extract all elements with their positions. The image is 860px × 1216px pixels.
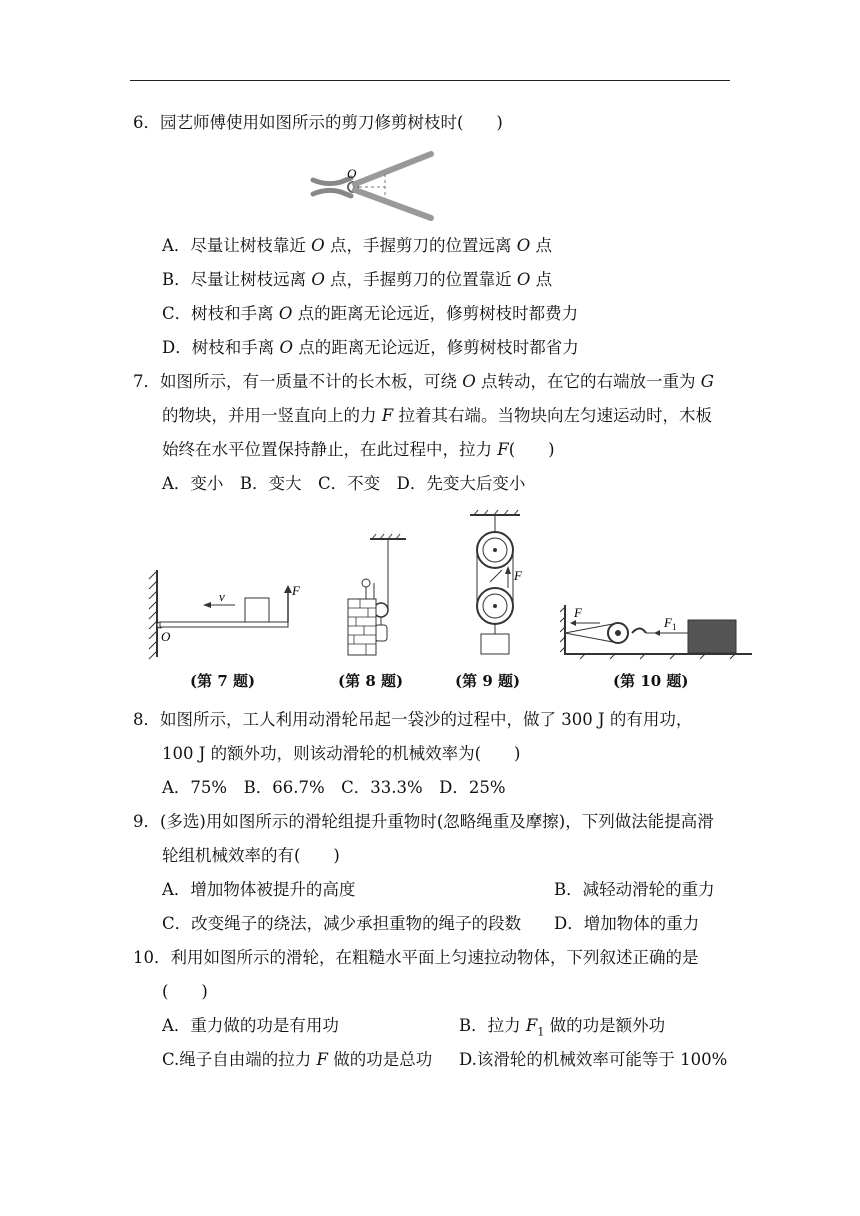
fig10-force-f1-label: $F_1$ [664,615,677,632]
figure-10-horizontal-pulley [560,600,755,660]
q9-option-d: D．增加物体的重力 [554,914,700,933]
q8-line1: 8．如图所示，工人利用动滑轮吊起一袋沙的过程中，做了 300 J 的有用功， [133,710,693,729]
q10-option-a: A．重力做的功是有用功 [162,1016,339,1035]
fig7-pivot-label: O [161,629,171,644]
q7-line2: 的物块，并用一竖直向上的力 F 拉着其右端。当物块向左匀速运动时，木板 [162,406,712,425]
q9-option-a: A．增加物体被提升的高度 [162,880,356,899]
q10-option-c: C.绳子自由端的拉力 F 做的功是总功 [162,1050,433,1069]
fig10-force-label: F [574,605,582,620]
q8-options: A．75% B．66.7% C．33.3% D．25% [162,778,506,797]
q6-option-d: D．树枝和手离 O 点的距离无论远近，修剪树枝时都省力 [162,338,579,357]
fig7-force-label: F [292,583,300,598]
q10-line2: ( ) [162,982,208,1001]
figure-9-pulley-block [460,510,540,660]
q10-option-b: B．拉力 $F_1$ 做的功是额外功 [459,1016,666,1039]
q9-line2: 轮组机械效率的有( ) [162,846,340,865]
q9-option-b: B．减轻动滑轮的重力 [554,880,715,899]
figure-8-caption: (第 8 题) [338,672,404,690]
q6-option-c: C．树枝和手离 O 点的距离无论远近，修剪树枝时都费力 [162,304,579,323]
fig7-velocity-label: v [219,589,225,604]
q6-stem: 6．园艺师傅使用如图所示的剪刀修剪树枝时( ) [133,113,503,132]
q9-line1: 9．(多选)用如图所示的滑轮组提升重物时(忽略绳重及摩擦)，下列做法能提高滑 [133,812,714,831]
q7-options: A．变小 B．变大 C．不变 D．先变大后变小 [162,474,526,493]
q6-option-b: B．尽量让树枝远离 O 点，手握剪刀的位置靠近 O 点 [162,270,553,289]
figure-7-caption: (第 7 题) [190,672,256,690]
top-rule [130,80,730,81]
q7-line1: 7．如图所示，有一质量不计的长木板，可绕 O 点转动，在它的右端放一重为 G [133,372,714,391]
figure-10-caption: (第 10 题) [613,672,689,690]
q9-option-c: C．改变绳子的绕法，减少承担重物的绳子的段数 [162,914,522,933]
figure-9-caption: (第 9 题) [455,672,521,690]
q8-line2: 100 J 的额外功，则该动滑轮的机械效率为( ) [162,744,521,763]
scissors-figure [305,150,440,222]
q10-line1: 10．利用如图所示的滑轮，在粗糙水平面上匀速拉动物体，下列叙述正确的是 [133,948,699,967]
figure-8-movable-pulley [340,533,410,660]
figure-7-lever [145,565,305,660]
fig9-force-label: F [514,568,522,583]
q10-option-d: D.该滑轮的机械效率可能等于 100% [459,1050,728,1069]
q6-option-a: A．尽量让树枝靠近 O 点，手握剪刀的位置远离 O 点 [162,236,552,255]
scissors-pivot-label: O [347,166,357,181]
q7-line3: 始终在水平位置保持静止，在此过程中，拉力 F( ) [162,440,555,459]
